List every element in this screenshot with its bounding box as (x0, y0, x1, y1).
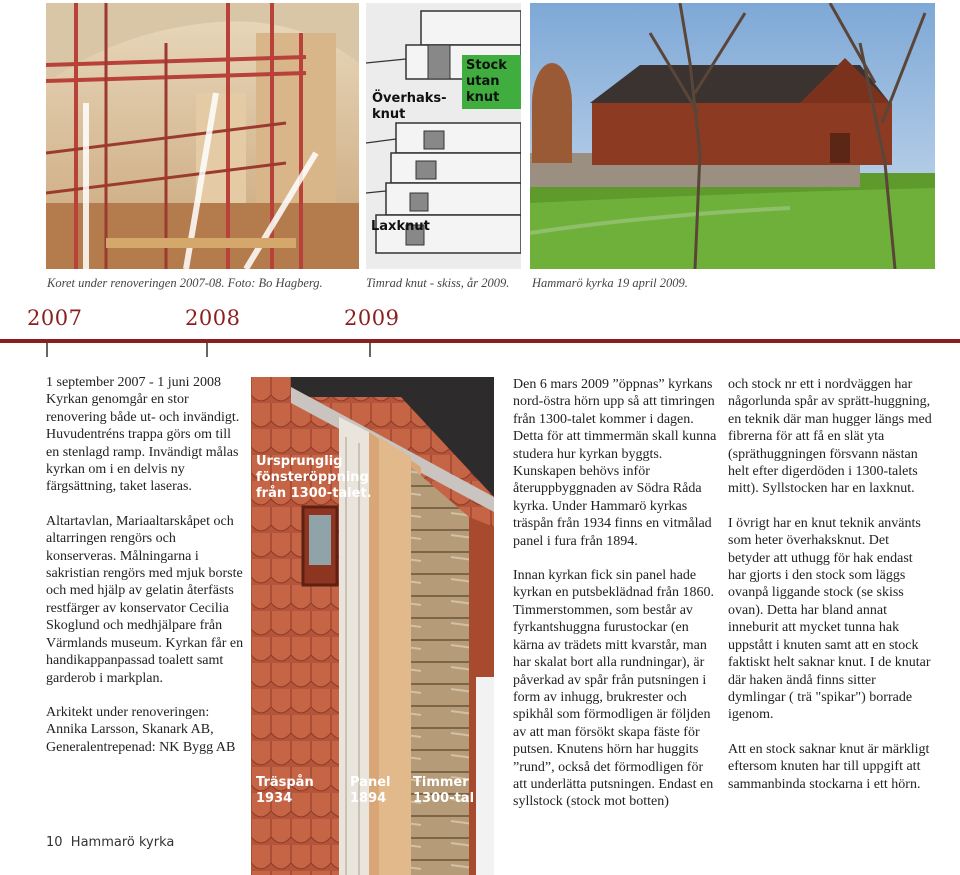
renovation-image (46, 3, 359, 269)
caption-renovation: Koret under renoveringen 2007-08. Foto: Bo Hagberg. (47, 276, 323, 290)
caption-church: Hammarö kyrka 19 april 2009. (532, 276, 688, 290)
timeline-tick-2008 (206, 343, 208, 357)
paragraph: Att en stock saknar knut är märkligt eftersom knuten har till uppgift att sammanbinda stockarna i ett hörn. (728, 741, 930, 792)
paragraph: Altartavlan, Mariaaltarskåpet och altarringen rengörs och konserveras. Målningarna i sakristian rengörs med mjuk borste och med hjälp av gelatin återfästs restfärger av konservator Cecilia Skoglund och medhjälpare från Värmlands museum. Kyrkan får en handikappanpassad toalett samt garderob i markplan. (46, 513, 244, 686)
paragraph: Innan kyrkan fick sin panel hade kyrkan en putsbeklädnad från 1860. Timmerstommen, som består av fyrkantshuggna furustockar (en kärna av trädets mitt kvarstår, man har skalat bort alla rundningar), är påverkad av spår från putsningen i form av inhugg, brukrester och spikhål som förmodligen är följden av att man försökt skapa fäste för putsen. Knutens hörn har huggits ”rund”, också det förmodligen för att underlätta putsningen. Endast en syllstock (stock mot botten) (513, 568, 714, 810)
text-column-3 (728, 376, 932, 810)
paragraph: 1 september 2007 - 1 juni 2008 Kyrkan genomgår en stor renovering både ut- och invändigt. Huvudentréns trappa görs om till en stenlagd ramp. Invändigt målas kyrkan om i en delvis ny färgsättning, taket laseras. (46, 375, 240, 495)
page-footer: 10 Hammarö kyrka (46, 835, 175, 850)
timeline-year-2008: 2008 (185, 306, 241, 330)
timeline-tick-2007 (46, 343, 48, 357)
label-stock-utan-knut: Stock utan knut (466, 58, 507, 105)
label-overhaksknut: Överhaks- knut (372, 91, 447, 122)
text-column-1 (46, 374, 246, 773)
label-panel: Panel 1894 (350, 775, 391, 806)
label-original-window: Ursprunglig fönsteröppning från 1300-talet. (256, 454, 372, 501)
text-column-2 (513, 376, 718, 828)
timeline-rule (0, 339, 960, 343)
timeline-year-2009: 2009 (344, 306, 400, 330)
timeline-year-2007: 2007 (27, 306, 83, 330)
paragraph: och stock nr ett i nordväggen har någorlunda spår av sprätt-huggning, en teknik där man hugger längs med fibrerna för att få en slät yta (spräthuggningen försvann nästan helt efter digerdöden i 1300-talets mitt). Syllstocken har en laxknut. (728, 377, 932, 497)
photo-church (530, 3, 935, 269)
label-laxknut: Laxknut (371, 219, 430, 234)
label-timmer: Timmer 1300-tal (413, 775, 475, 806)
label-traspan: Träspån 1934 (256, 775, 314, 806)
paragraph: Arkitekt under renoveringen: Annika Larsson, Skanark AB, Generalentrepenad: NK Bygg AB (46, 704, 236, 755)
photo-renovation (46, 3, 359, 269)
timeline-tick-2009 (369, 343, 371, 357)
caption-knot-sketch: Timrad knut - skiss, år 2009. (366, 276, 510, 290)
church-image (530, 3, 935, 269)
paragraph: I övrigt har en knut teknik använts som heter överhaksknut. Det betyder att uthugg för hak endast har gjorts i den stock som läggs ovanpå liggande stock (se skiss ovan). Detta har bland annat inneburit att mycket tunna hak uppstått i knuten samt att en stock faktiskt helt saknar knut. I de knutar där haken ändå finns sitter dymlingar ( trä "spikar") borrade igenom. (728, 515, 931, 723)
paragraph: Den 6 mars 2009 ”öppnas” kyrkans nord-östra hörn upp så att timringen från 1300-talet kommer i dagen. Detta för att timmermän skall kunna studera hur kyrkan byggts. Kunskapen behövs inför återuppbyggnaden av Södra Råda kyrka. Under Hammarö kyrkas träspån från 1934 finns en vitmålad panel i fura från 1894. (513, 377, 717, 549)
